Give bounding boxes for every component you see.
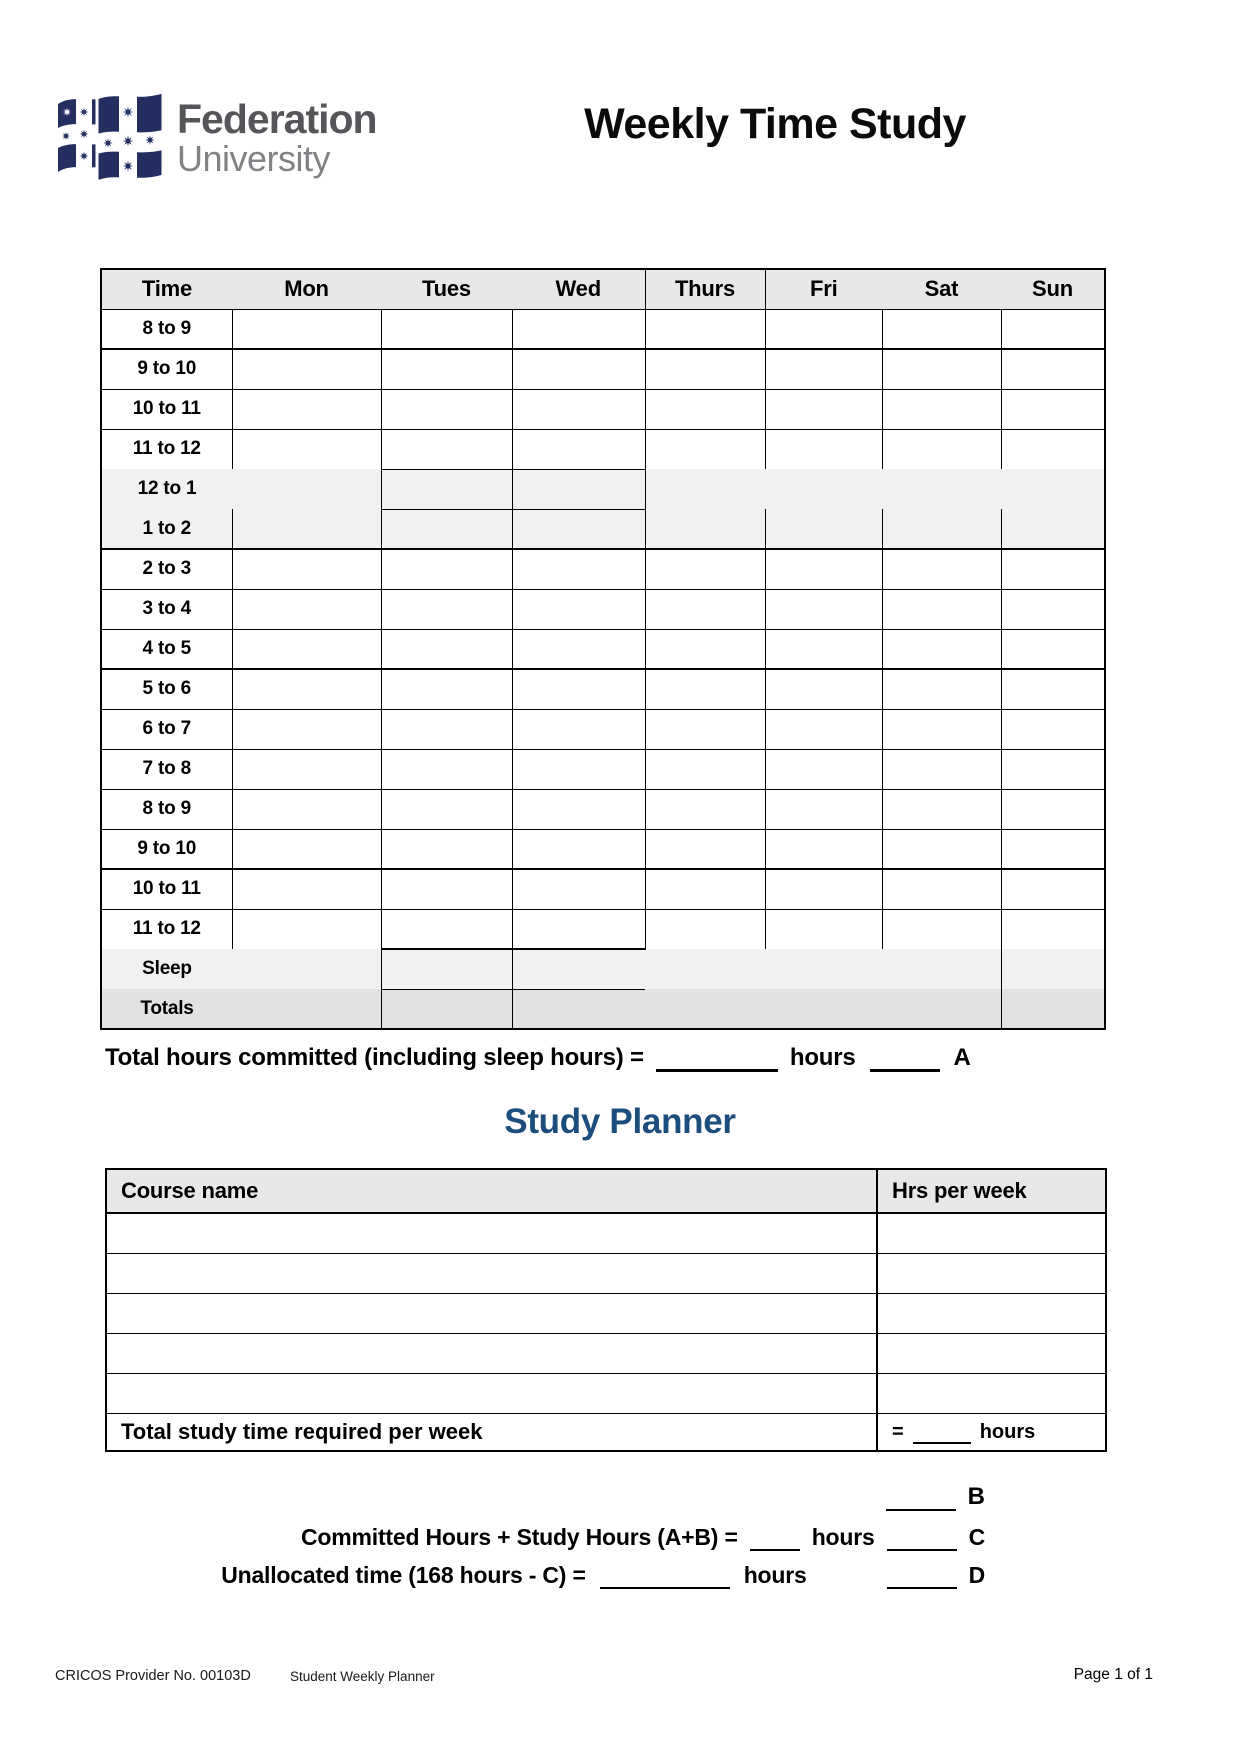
schedule-cell[interactable] xyxy=(232,309,381,349)
schedule-cell[interactable] xyxy=(645,429,765,469)
planner-row xyxy=(106,1253,1106,1293)
schedule-cell[interactable] xyxy=(1001,429,1105,469)
schedule-cell[interactable] xyxy=(1001,549,1105,589)
ref-letter-a: A xyxy=(953,1044,971,1071)
schedule-cell[interactable] xyxy=(512,469,645,509)
day-header-tues: Tues xyxy=(381,269,512,309)
schedule-cell[interactable] xyxy=(1001,709,1105,749)
schedule-cell[interactable] xyxy=(645,309,765,349)
schedule-row-2-to-3 xyxy=(101,549,1105,589)
time-label: 10 to 11 xyxy=(101,869,232,909)
hrs-per-week-header: Hrs per week xyxy=(877,1169,1106,1213)
schedule-cell[interactable] xyxy=(882,949,1001,989)
study-planner-heading: Study Planner xyxy=(504,1102,736,1141)
schedule-row-12-to-1 xyxy=(101,469,1105,509)
schedule-cell[interactable] xyxy=(765,429,882,469)
time-label: 9 to 10 xyxy=(101,829,232,869)
schedule-cell[interactable] xyxy=(1001,789,1105,829)
schedule-cell[interactable] xyxy=(512,749,645,789)
day-header-sat: Sat xyxy=(882,269,1001,309)
schedule-cell[interactable] xyxy=(882,389,1001,429)
day-header-wed: Wed xyxy=(512,269,645,309)
schedule-cell[interactable] xyxy=(381,509,512,549)
schedule-cell[interactable] xyxy=(512,309,645,349)
schedule-cell[interactable] xyxy=(882,589,1001,629)
hours-label: hours xyxy=(979,1420,1036,1443)
schedule-row-1-to-2 xyxy=(101,509,1105,549)
schedule-cell[interactable] xyxy=(381,589,512,629)
schedule-cell[interactable] xyxy=(765,549,882,589)
schedule-cell[interactable] xyxy=(765,709,882,749)
course-name-cell[interactable] xyxy=(106,1333,877,1373)
schedule-row-8-to-9 xyxy=(101,789,1105,829)
schedule-cell[interactable] xyxy=(381,469,512,509)
schedule-cell[interactable] xyxy=(765,589,882,629)
schedule-cell[interactable] xyxy=(232,749,381,789)
schedule-cell[interactable] xyxy=(381,709,512,749)
logo-line2: University xyxy=(177,137,331,179)
schedule-row-7-to-8 xyxy=(101,749,1105,789)
planner-header-row xyxy=(106,1169,1106,1213)
course-name-cell[interactable] xyxy=(106,1293,877,1333)
schedule-cell[interactable] xyxy=(1001,469,1105,509)
schedule-cell[interactable] xyxy=(765,789,882,829)
schedule-cell[interactable] xyxy=(381,669,512,709)
schedule-header-row xyxy=(101,269,1105,309)
schedule-cell[interactable] xyxy=(1001,589,1105,629)
schedule-cell[interactable] xyxy=(645,549,765,589)
schedule-row-9-to-10 xyxy=(101,349,1105,389)
committed-hours-blank-field[interactable] xyxy=(750,1543,800,1551)
schedule-cell[interactable] xyxy=(1001,869,1105,909)
schedule-cell[interactable] xyxy=(645,869,765,909)
schedule-row-9-to-10 xyxy=(101,829,1105,869)
schedule-cell[interactable] xyxy=(232,509,381,549)
time-label: 1 to 2 xyxy=(101,509,232,549)
schedule-cell[interactable] xyxy=(1001,389,1105,429)
hrs-per-week-cell[interactable] xyxy=(877,1253,1106,1293)
schedule-cell[interactable] xyxy=(512,509,645,549)
schedule-cell[interactable] xyxy=(512,389,645,429)
schedule-cell[interactable] xyxy=(882,349,1001,389)
time-label: 5 to 6 xyxy=(101,669,232,709)
schedule-cell[interactable] xyxy=(1001,949,1105,989)
hrs-per-week-cell[interactable] xyxy=(877,1373,1106,1413)
schedule-cell[interactable] xyxy=(765,389,882,429)
schedule-cell[interactable] xyxy=(765,749,882,789)
schedule-cell[interactable] xyxy=(232,629,381,669)
total-study-time-value-cell xyxy=(877,1413,1106,1451)
schedule-cell[interactable] xyxy=(645,989,765,1029)
schedule-cell[interactable] xyxy=(512,949,645,989)
schedule-cell[interactable] xyxy=(232,389,381,429)
time-label: Sleep xyxy=(142,958,192,979)
ref-c-blank-field[interactable] xyxy=(887,1543,957,1551)
hours-label: hours xyxy=(789,1044,856,1071)
footer-doc-name: Student Weekly Planner xyxy=(290,1669,435,1684)
footer-cricos: CRICOS Provider No. 00103D xyxy=(55,1668,251,1684)
schedule-cell[interactable] xyxy=(512,989,645,1029)
schedule-cell[interactable] xyxy=(232,949,381,989)
schedule-row-10-to-11 xyxy=(101,869,1105,909)
time-label: 7 to 8 xyxy=(101,749,232,789)
course-name-cell[interactable] xyxy=(106,1253,877,1293)
schedule-row-10-to-11 xyxy=(101,389,1105,429)
schedule-cell[interactable] xyxy=(512,629,645,669)
planner-row xyxy=(106,1373,1106,1413)
schedule-cell[interactable] xyxy=(882,509,1001,549)
time-label: Totals xyxy=(140,997,194,1019)
planner-row xyxy=(106,1293,1106,1333)
schedule-cell[interactable] xyxy=(645,749,765,789)
federation-flag-icon xyxy=(55,86,167,190)
schedule-cell[interactable] xyxy=(882,549,1001,589)
total-hours-committed-line xyxy=(105,1044,971,1072)
schedule-row-11-to-12 xyxy=(101,909,1105,949)
schedule-cell[interactable] xyxy=(381,349,512,389)
schedule-row-totals xyxy=(101,989,1105,1029)
ref-letter-d: D xyxy=(968,1562,985,1588)
schedule-cell[interactable] xyxy=(882,829,1001,869)
schedule-cell[interactable] xyxy=(1001,629,1105,669)
schedule-cell[interactable] xyxy=(645,709,765,749)
hrs-per-week-cell[interactable] xyxy=(877,1293,1106,1333)
logo-line1: Federation xyxy=(177,96,377,143)
schedule-cell[interactable] xyxy=(512,869,645,909)
schedule-row-3-to-4 xyxy=(101,589,1105,629)
schedule-cell[interactable] xyxy=(232,789,381,829)
schedule-cell[interactable] xyxy=(232,549,381,589)
schedule-cell[interactable] xyxy=(765,869,882,909)
schedule-cell[interactable] xyxy=(645,589,765,629)
time-label: 2 to 3 xyxy=(101,549,232,589)
unallocated-time-label: Unallocated time (168 hours - C) = xyxy=(221,1562,586,1588)
ref-d-blank-field[interactable] xyxy=(887,1581,957,1589)
schedule-cell[interactable] xyxy=(882,429,1001,469)
schedule-cell[interactable] xyxy=(765,469,882,509)
schedule-cell[interactable] xyxy=(765,989,882,1029)
course-name-cell[interactable] xyxy=(106,1373,877,1413)
time-label: 9 to 10 xyxy=(101,349,232,389)
schedule-row-5-to-6 xyxy=(101,669,1105,709)
schedule-cell[interactable] xyxy=(381,949,512,989)
schedule-cell[interactable] xyxy=(645,469,765,509)
committed-plus-study-label: Committed Hours + Study Hours (A+B) = xyxy=(301,1524,738,1550)
schedule-cell[interactable] xyxy=(882,749,1001,789)
schedule-row-8-to-9 xyxy=(101,309,1105,349)
schedule-cell[interactable] xyxy=(381,829,512,869)
course-name-cell[interactable] xyxy=(106,1213,877,1253)
schedule-cell[interactable] xyxy=(765,949,882,989)
schedule-cell[interactable] xyxy=(512,429,645,469)
schedule-cell[interactable] xyxy=(645,629,765,669)
total-hours-blank-field[interactable] xyxy=(656,1063,778,1072)
schedule-cell[interactable] xyxy=(765,669,882,709)
schedule-cell[interactable] xyxy=(882,469,1001,509)
schedule-cell[interactable] xyxy=(765,629,882,669)
schedule-cell[interactable] xyxy=(765,829,882,869)
schedule-cell[interactable] xyxy=(1001,309,1105,349)
hrs-per-week-cell[interactable] xyxy=(877,1213,1106,1253)
day-header-mon: Mon xyxy=(232,269,381,309)
day-header-thurs: Thurs xyxy=(645,269,765,309)
ref-a-blank-field[interactable] xyxy=(870,1063,940,1072)
footer-page-number: Page 1 of 1 xyxy=(1073,1666,1153,1683)
schedule-cell[interactable] xyxy=(1001,989,1105,1029)
schedule-cell[interactable] xyxy=(381,909,512,949)
schedule-cell[interactable] xyxy=(765,909,882,949)
day-header-time: Time xyxy=(101,269,232,309)
schedule-cell[interactable] xyxy=(232,829,381,869)
schedule-row-4-to-5 xyxy=(101,629,1105,669)
time-label: 12 to 1 xyxy=(137,478,197,499)
ref-letter-b: B xyxy=(967,1483,985,1510)
schedule-cell[interactable] xyxy=(512,709,645,749)
schedule-row-6-to-7 xyxy=(101,709,1105,749)
schedule-cell[interactable] xyxy=(645,509,765,549)
schedule-cell[interactable] xyxy=(381,789,512,829)
schedule-cell[interactable] xyxy=(381,869,512,909)
schedule-cell[interactable] xyxy=(381,749,512,789)
unallocated-hours-blank-field[interactable] xyxy=(600,1581,730,1589)
schedule-cell[interactable] xyxy=(1001,669,1105,709)
schedule-cell[interactable] xyxy=(645,669,765,709)
schedule-cell[interactable] xyxy=(512,829,645,869)
total-study-time-blank-field[interactable] xyxy=(913,1436,971,1444)
logo-wordmark xyxy=(177,96,377,179)
schedule-cell[interactable] xyxy=(381,389,512,429)
schedule-cell[interactable] xyxy=(882,789,1001,829)
schedule-cell[interactable] xyxy=(645,949,765,989)
schedule-cell[interactable] xyxy=(1001,749,1105,789)
ref-b-line xyxy=(886,1483,985,1511)
schedule-cell[interactable] xyxy=(1001,349,1105,389)
schedule-cell[interactable] xyxy=(512,589,645,629)
schedule-cell[interactable] xyxy=(882,989,1001,1029)
time-label: 10 to 11 xyxy=(101,389,232,429)
total-hours-committed-label: Total hours committed (including sleep hours) = xyxy=(105,1044,644,1071)
time-label: 8 to 9 xyxy=(101,309,232,349)
schedule-cell[interactable] xyxy=(765,349,882,389)
schedule-cell[interactable] xyxy=(765,509,882,549)
planner-total-row xyxy=(106,1413,1106,1451)
weekly-schedule-table xyxy=(100,268,1106,1030)
time-label: 11 to 12 xyxy=(101,909,232,949)
schedule-row-sleep xyxy=(101,949,1105,989)
schedule-cell[interactable] xyxy=(645,829,765,869)
schedule-cell[interactable] xyxy=(882,869,1001,909)
schedule-cell[interactable] xyxy=(381,549,512,589)
schedule-cell[interactable] xyxy=(765,309,882,349)
time-label: 4 to 5 xyxy=(101,629,232,669)
schedule-cell[interactable] xyxy=(882,309,1001,349)
schedule-cell[interactable] xyxy=(232,589,381,629)
ref-letter-c: C xyxy=(968,1524,985,1550)
course-name-header: Course name xyxy=(106,1169,877,1213)
planner-row xyxy=(106,1333,1106,1373)
ref-b-blank-field[interactable] xyxy=(886,1503,956,1511)
schedule-cell[interactable] xyxy=(645,789,765,829)
schedule-row-11-to-12 xyxy=(101,429,1105,469)
schedule-cell[interactable] xyxy=(512,909,645,949)
day-header-sun: Sun xyxy=(1001,269,1105,309)
schedule-cell[interactable] xyxy=(882,709,1001,749)
time-label: 8 to 9 xyxy=(101,789,232,829)
schedule-cell[interactable] xyxy=(882,669,1001,709)
planner-row xyxy=(106,1213,1106,1253)
schedule-cell[interactable] xyxy=(381,989,512,1029)
weekly-schedule-table-wrap xyxy=(100,268,1106,1030)
schedule-cell[interactable] xyxy=(232,349,381,389)
schedule-cell[interactable] xyxy=(512,349,645,389)
schedule-cell[interactable] xyxy=(1001,829,1105,869)
study-planner-table xyxy=(105,1168,1107,1452)
schedule-cell[interactable] xyxy=(381,429,512,469)
page-title: Weekly Time Study xyxy=(584,100,966,148)
schedule-cell[interactable] xyxy=(1001,909,1105,949)
schedule-cell[interactable] xyxy=(882,629,1001,669)
schedule-cell[interactable] xyxy=(232,429,381,469)
schedule-cell[interactable] xyxy=(232,469,381,509)
schedule-cell[interactable] xyxy=(882,909,1001,949)
schedule-cell[interactable] xyxy=(232,669,381,709)
schedule-cell[interactable] xyxy=(645,389,765,429)
schedule-cell[interactable] xyxy=(232,909,381,949)
total-study-time-label: Total study time required per week xyxy=(106,1413,877,1451)
day-header-fri: Fri xyxy=(765,269,882,309)
schedule-cell[interactable] xyxy=(512,789,645,829)
time-label: 11 to 12 xyxy=(101,429,232,469)
unallocated-time-line xyxy=(221,1562,985,1589)
hrs-per-week-cell[interactable] xyxy=(877,1333,1106,1373)
schedule-cell[interactable] xyxy=(1001,509,1105,549)
committed-plus-study-line xyxy=(301,1524,985,1551)
university-logo xyxy=(55,86,377,190)
equals-sign: = xyxy=(892,1420,904,1443)
schedule-cell[interactable] xyxy=(645,349,765,389)
time-label: 6 to 7 xyxy=(101,709,232,749)
study-planner-table-wrap xyxy=(105,1168,1107,1452)
time-label: 3 to 4 xyxy=(101,589,232,629)
schedule-cell[interactable] xyxy=(645,909,765,949)
schedule-cell[interactable] xyxy=(232,869,381,909)
schedule-cell[interactable] xyxy=(232,709,381,749)
schedule-cell[interactable] xyxy=(381,629,512,669)
hours-label: hours xyxy=(811,1524,875,1550)
hours-label: hours xyxy=(743,1562,807,1588)
schedule-cell[interactable] xyxy=(232,989,381,1029)
schedule-cell[interactable] xyxy=(381,309,512,349)
schedule-cell[interactable] xyxy=(512,549,645,589)
schedule-cell[interactable] xyxy=(512,669,645,709)
